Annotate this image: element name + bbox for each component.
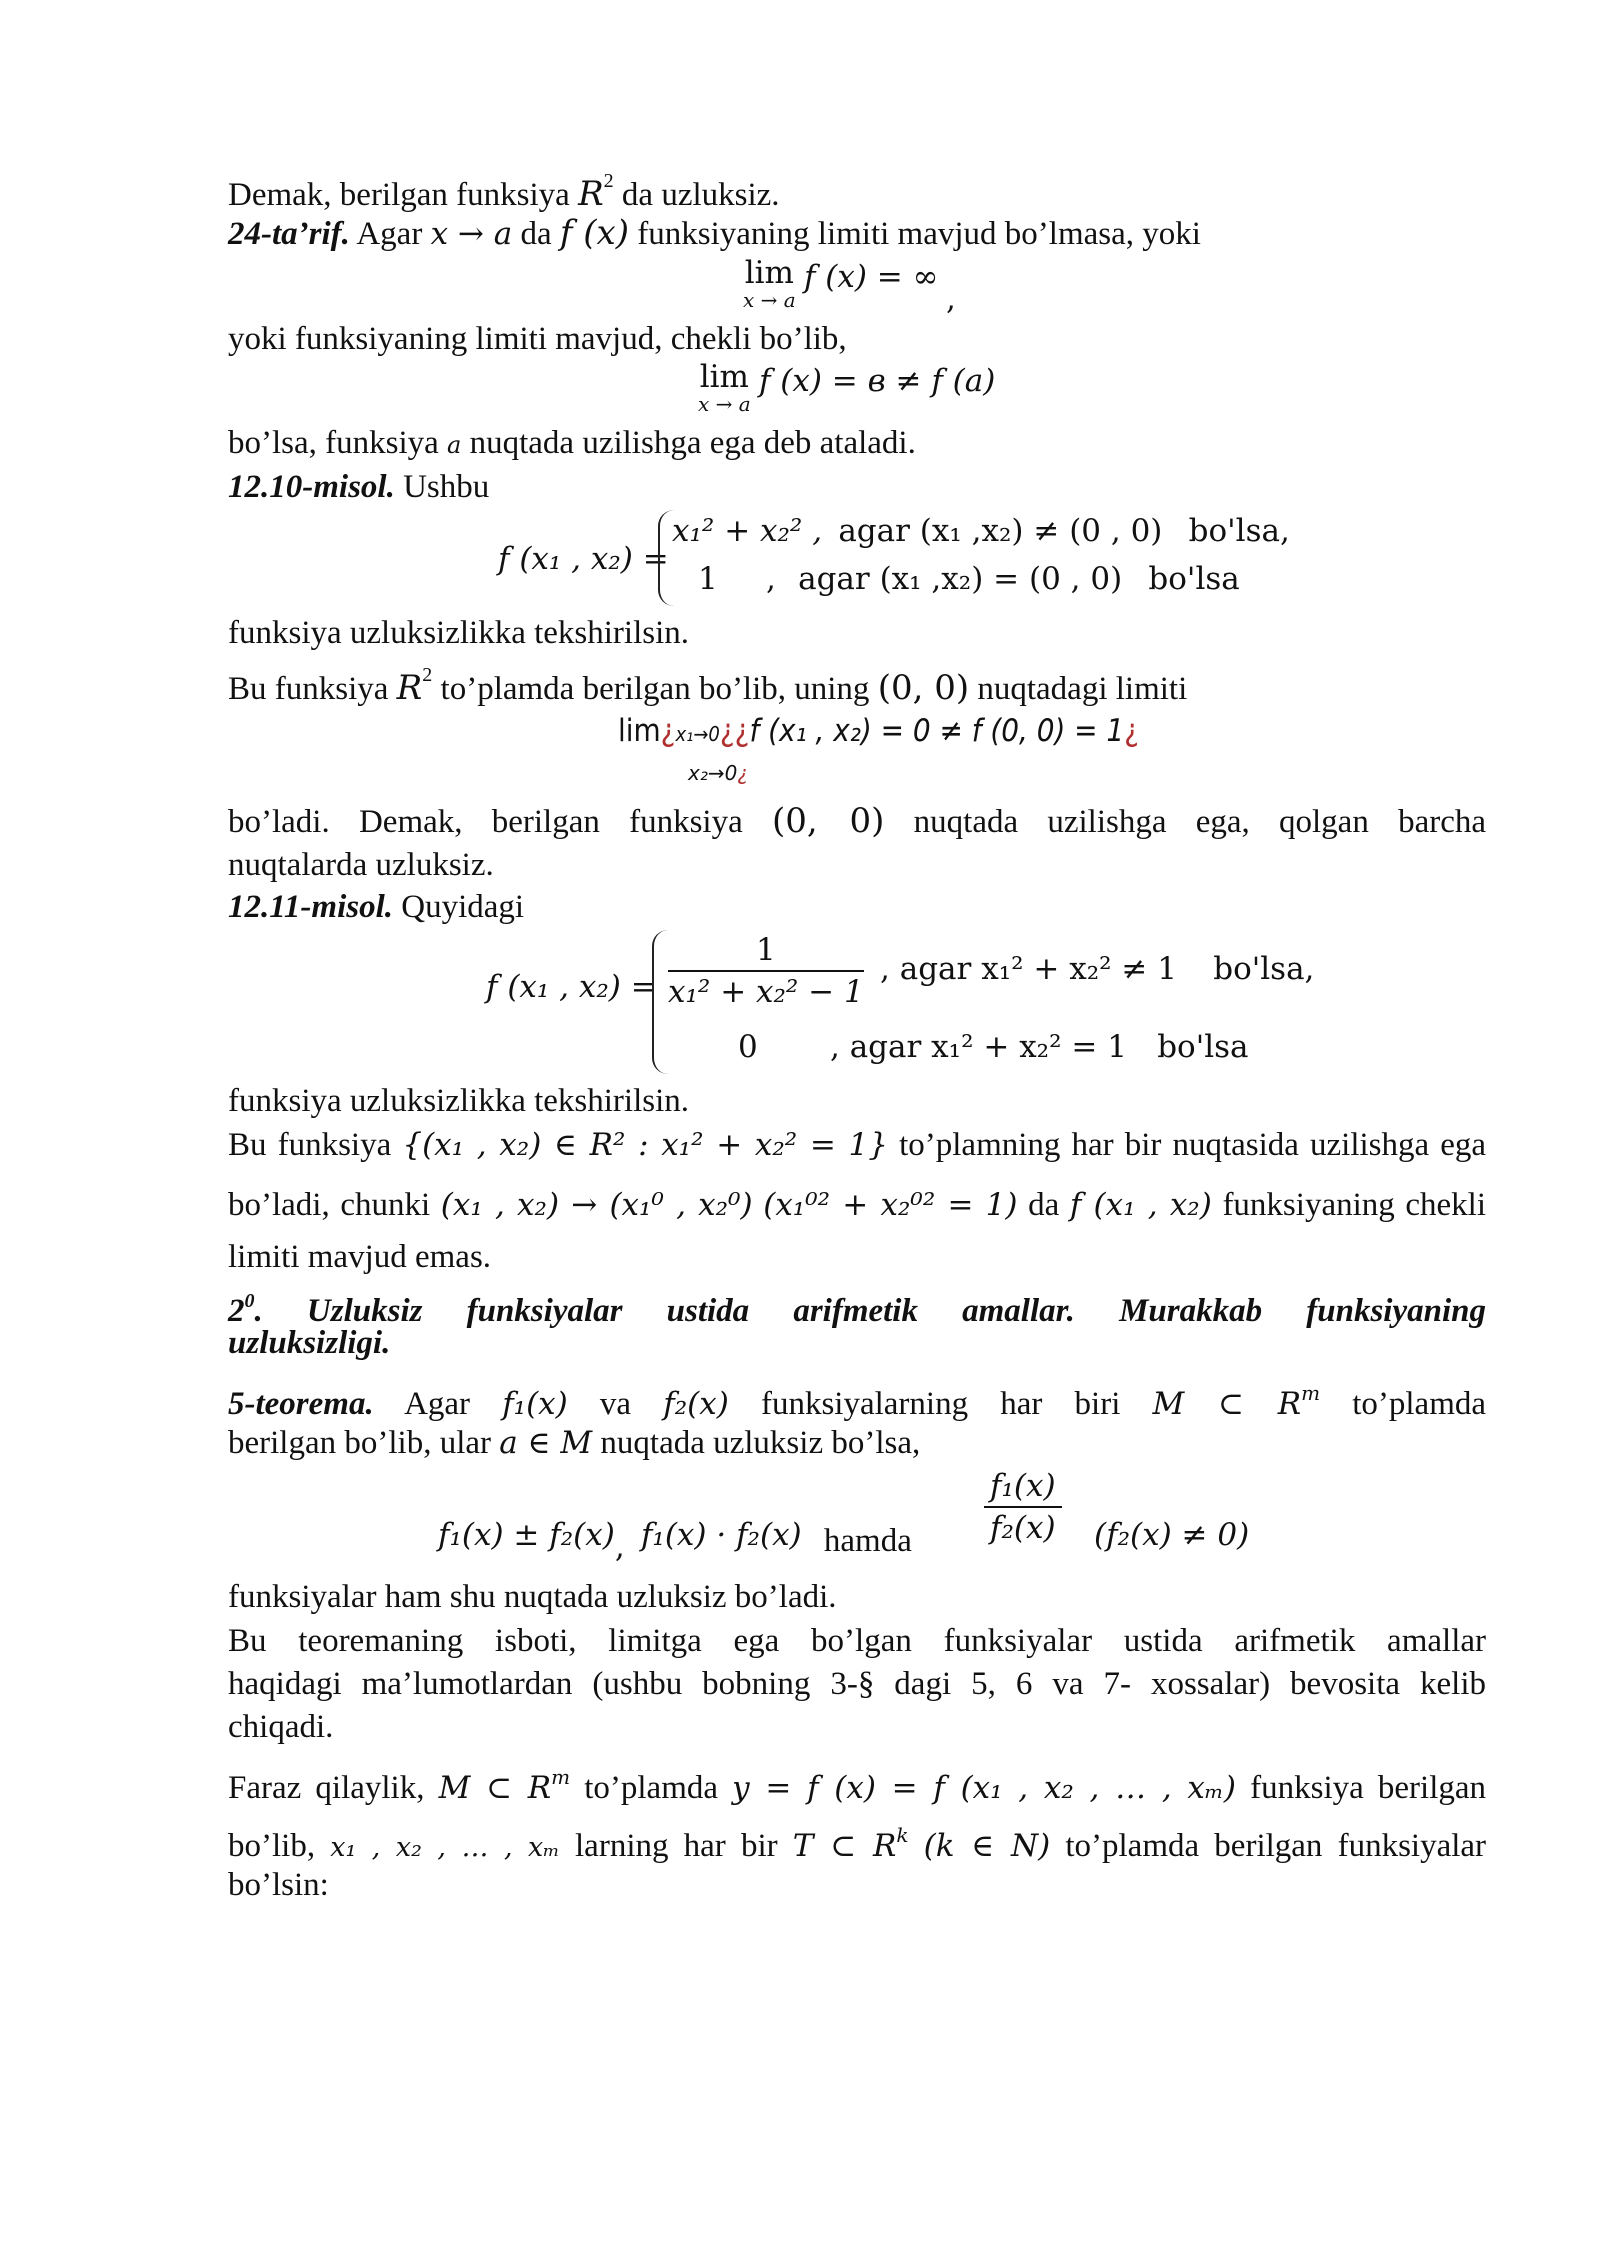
text: da uzluksiz. (621, 177, 780, 213)
lim-sub: x₁→0 (675, 722, 720, 746)
math-inline: f (x) (559, 213, 629, 253)
glyph: ¿¿ (719, 713, 750, 749)
math-point: (0, 0) (772, 801, 885, 841)
document-page (228, 160, 1486, 1908)
lim-under: x → a (743, 288, 796, 312)
text: nuqtada uzilishga ega deb ataladi. (469, 425, 916, 461)
text: hamda (823, 1523, 912, 1559)
formula-product: f₁(x) · f₂(x) (640, 1517, 802, 1553)
text-line (228, 1080, 1486, 1124)
lim-under: x₂→0 (688, 761, 738, 785)
section-title: . Uzluksiz funksiyalar ustida arifmetik amallar. Murakkab funksiyaning (254, 1293, 1486, 1329)
proof-line (228, 1663, 1486, 1706)
fraction-numerator: 1 (668, 930, 864, 972)
section-heading (228, 1322, 1486, 1372)
math-inline: a ∈ M (499, 1425, 593, 1461)
math-set: {(x₁ , x₂) ∈ R² : x₁² + x₂² = 1} (402, 1127, 889, 1163)
example-12-10 (228, 466, 1486, 508)
text: to’plamda berilgan funksiyalar (1065, 1828, 1487, 1864)
math-condition: (f₂(x) ≠ 0) (1094, 1517, 1250, 1553)
solution-line (228, 1184, 1486, 1236)
formula-body: f (x) = ∞ (803, 259, 939, 295)
math-inline: f₁(x) (502, 1386, 568, 1422)
comma: , (946, 281, 956, 317)
case-row (698, 558, 1240, 601)
case-tail: bo'lsa (1157, 1029, 1249, 1065)
math-condition: (k ∈ N) (923, 1828, 1051, 1864)
fraction (984, 1466, 1062, 1548)
text: Agar (356, 216, 423, 252)
math-r: R (396, 668, 423, 708)
piecewise-formula-2 (228, 930, 1486, 1080)
example-12-11 (228, 886, 1486, 930)
brace (652, 930, 668, 1074)
fraction (668, 930, 864, 1012)
formula-sum: f₁(x) ± f₂(x) (438, 1517, 615, 1553)
text: funksiyaning limiti mavjud bo’lmasa, yoki (637, 216, 1201, 252)
text: berilgan bo’lib, ular (228, 1425, 492, 1461)
text: to’plamning har bir nuqtasida uzilishga ega (899, 1127, 1487, 1163)
case-expr: 0 (738, 1029, 758, 1065)
text: to’plamda (1352, 1386, 1487, 1422)
formula-body: f (x) = в ≠ f (a) (758, 363, 996, 399)
section-number: 2 (228, 1293, 245, 1329)
text-line (228, 422, 1486, 466)
text-line (228, 1864, 1486, 1908)
text: yoki funksiyaning limiti mavjud, chekli bo’lib, (228, 321, 847, 357)
text: funksiya berilgan (1250, 1770, 1487, 1806)
formula-lim-infinity (228, 256, 1486, 318)
solution-line (228, 1124, 1486, 1184)
text-line (228, 1814, 1486, 1864)
text-line (228, 844, 1486, 886)
math-function: y = f (x) = f (x₁ , x₂ , … , xₘ) (732, 1770, 1236, 1806)
math-limit: (x₁ , x₂) → (x₁⁰ , x₂⁰) (440, 1187, 753, 1223)
lim-word: lim (744, 255, 794, 291)
text: Quyidagi (401, 889, 525, 925)
math-set: M ⊂ R (438, 1770, 552, 1806)
fraction-denominator: x₁² + x₂² − 1 (668, 974, 864, 1010)
definition-label: 24-ta’rif. (228, 216, 350, 252)
piecewise-formula-1 (228, 508, 1486, 612)
section-heading (228, 1280, 1486, 1329)
math-sup: 2 (422, 664, 433, 686)
text: funksiyalarning har biri (760, 1386, 1121, 1422)
text: limiti mavjud emas. (228, 1239, 492, 1275)
text: va (599, 1386, 632, 1422)
case-tail: bo'lsa (1148, 561, 1240, 597)
case-expr: 1 (698, 561, 718, 597)
case-cond: agar (x₁ ,x₂) ≠ (0 , 0) (838, 513, 1163, 549)
math-inline: x → a (430, 216, 513, 252)
text: bo’lib, (228, 1828, 316, 1864)
math-sup: 2 (603, 170, 614, 192)
lim-under: x → a (698, 392, 751, 416)
text-line (228, 1422, 1486, 1466)
fraction-denominator: f₂(x) (990, 1510, 1056, 1546)
fraction-numerator: f₁(x) (984, 1466, 1062, 1508)
case-cond: , agar x₁² + x₂² = 1 (829, 1029, 1127, 1065)
formula-lhs: f (x₁ , x₂) = (486, 969, 657, 1005)
case-cond: agar (x₁ ,x₂) = (0 , 0) (798, 561, 1123, 597)
comma: , (614, 1529, 625, 1565)
text: da (520, 216, 552, 252)
math-point: (0, 0) (877, 668, 970, 708)
text: Bu funksiya (228, 671, 389, 707)
text: funksiyaning chekli (1222, 1187, 1486, 1223)
text: Agar (404, 1386, 471, 1422)
theorem-label: 5-teorema. (228, 1386, 374, 1422)
formula-body: f (x₁ , x₂) = 0 ≠ f (0, 0) = 1 (749, 713, 1125, 749)
math-sup: m (551, 1765, 571, 1789)
proof-line (228, 1620, 1486, 1663)
case-expr: x₁² + x₂² , (672, 513, 823, 549)
case-row (738, 1026, 1249, 1069)
text: bo’lsin: (228, 1867, 329, 1903)
text: funksiyalar ham shu nuqtada uzluksiz bo’ladi. (228, 1579, 837, 1615)
text: to’plamda (584, 1770, 719, 1806)
math-sup: m (1301, 1381, 1321, 1405)
text: nuqtada uzluksiz bo’lsa, (600, 1425, 921, 1461)
text: nuqtadagi limiti (977, 671, 1188, 707)
glyph: ¿ (660, 713, 676, 749)
lim-word: lim (699, 359, 749, 395)
text: Ushbu (403, 469, 490, 505)
theorem-5 (228, 1372, 1486, 1422)
text: to’plamda berilgan bo’lib, uning (440, 671, 870, 707)
section-title: uzluksizligi. (228, 1325, 391, 1361)
text: bo’lsa, funksiya (228, 425, 439, 461)
theorem-formula (228, 1466, 1486, 1576)
case-row (668, 930, 1314, 1012)
text: nuqtalarda uzluksiz. (228, 847, 494, 883)
text: Bu teoremaning isboti, limitga ega bo’lgan funksiyalar ustida arifmetik amallar (228, 1623, 1486, 1659)
text: da (1028, 1187, 1060, 1223)
math-inline: f (x₁ , x₂) (1069, 1187, 1212, 1223)
text: bo’ladi. Demak, berilgan funksiya (228, 804, 743, 840)
text: larning har bir (575, 1828, 778, 1864)
case-tail: bo'lsa, (1213, 950, 1315, 987)
text: haqidagi ma’lumotlardan (ushbu bobning 3-§ dagi 5, 6 va 7- xossalar) bevosita kelib (228, 1666, 1486, 1702)
glyph: ¿ (737, 761, 748, 785)
text: chiqadi. (228, 1709, 334, 1745)
limit-formula (228, 710, 1486, 800)
case-sep: , (765, 561, 776, 597)
glyph: ¿ (1124, 713, 1139, 749)
formula-lim-value (228, 360, 1486, 422)
text-line (228, 1756, 1486, 1814)
section-sup: 0 (244, 1290, 255, 1312)
math-inline: f₂(x) (663, 1386, 729, 1422)
case-cond: , agar x₁² + x₂² ≠ 1 (880, 950, 1177, 987)
solution-line (228, 654, 1486, 710)
math-set: M ⊂ R (1152, 1386, 1302, 1422)
math-set: T ⊂ R (792, 1828, 897, 1864)
math-inline: a (447, 431, 462, 459)
example-label: 12.10-misol. (228, 469, 395, 505)
lim-word: lim (618, 713, 661, 749)
example-label: 12.11-misol. (228, 889, 394, 925)
case-row (672, 510, 1290, 553)
paragraph-continuity (228, 160, 1486, 212)
proof-line (228, 1706, 1486, 1756)
math-condition: (x₁⁰² + x₂⁰² = 1) (763, 1187, 1018, 1223)
text-line (228, 1236, 1486, 1280)
math-sup: k (896, 1823, 909, 1847)
text-line (228, 612, 1486, 654)
text: funksiya uzluksizlikka tekshirilsin. (228, 1083, 690, 1119)
text: Faraz qilaylik, (228, 1770, 425, 1806)
definition-24 (228, 212, 1486, 256)
text: Demak, berilgan funksiya (228, 177, 570, 213)
text: nuqtada uzilishga ega, qolgan barcha (913, 804, 1486, 840)
text-line (228, 318, 1486, 360)
text: funksiya uzluksizlikka tekshirilsin. (228, 615, 690, 651)
text: bo’ladi, chunki (228, 1187, 431, 1223)
math-r: R (578, 174, 604, 214)
text: Bu funksiya (228, 1127, 392, 1163)
math-vars: x₁ , x₂ , … , xₘ (330, 1832, 560, 1863)
text-line (228, 1576, 1486, 1620)
formula-lhs: f (x₁ , x₂) = (498, 541, 669, 577)
text-line (228, 800, 1486, 844)
case-tail: bo'lsa, (1188, 513, 1290, 549)
